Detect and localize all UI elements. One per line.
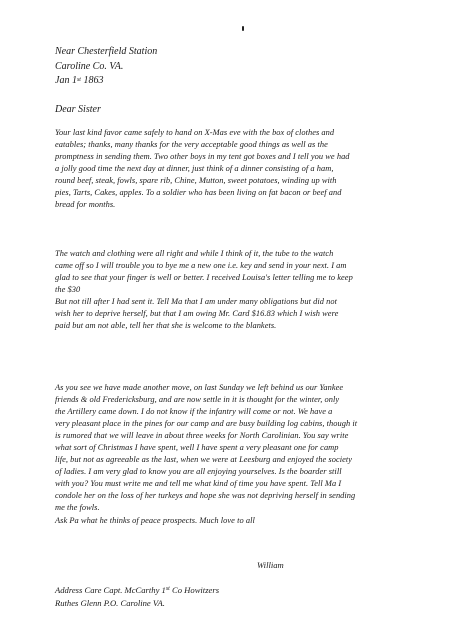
paragraph-line: life, but not as agreeable as the last, when we were at Leesburg and enjoyed the society	[55, 455, 353, 465]
address-line-1	[55, 584, 219, 597]
paragraph-line: what sort of Christmas I have spent, well I have spent a very pleasant one for camp	[55, 443, 339, 453]
header-date	[55, 74, 157, 89]
paragraph-line: condole her on the loss of her turkeys and hope she was not depriving herself in sending	[55, 491, 356, 501]
salutation: Dear Sister	[55, 104, 101, 115]
signature: William	[257, 560, 284, 570]
ink-speck	[242, 26, 244, 31]
paragraph-line: a jolly good time the next day at dinner, just think of a dinner consisting of a ham,	[55, 164, 334, 174]
paragraph-line: friends & old Fredericksburg, and are now settle in it is thought for the winter, only	[55, 395, 340, 405]
paragraph-line: round beef, steak, fowls, spare rib, Chine, Mutton, sweet potatoes, winding up with	[55, 176, 337, 186]
paragraph-1	[55, 127, 445, 211]
paragraph-line: eatables; thanks, many thanks for the very acceptable good things as well as the	[55, 140, 328, 150]
paragraph-line: the $30	[55, 285, 81, 295]
header-county: Caroline Co. VA.	[55, 60, 124, 72]
paragraph-line: paid but am not able, tell her that she is welcome to the blankets.	[55, 321, 277, 331]
paragraph-line: came off so I will trouble you to bye me a new one i.e. key and send in your next. I am	[55, 261, 347, 271]
letter-header	[55, 45, 157, 89]
paragraph-line: As you see we have made another move, on last Sunday we left behind us our Yankee	[55, 383, 344, 392]
header-date-post: 1863	[80, 75, 104, 86]
paragraph-line: is rumored that we will leave in about three weeks for North Carolinian. You say write	[55, 431, 349, 441]
paragraph-line: glad to see that your finger is well or better. I received Louisa's letter telling me to keep	[55, 273, 353, 283]
paragraph-line: me the fowls.	[55, 503, 100, 513]
paragraph-line: bread for months.	[55, 200, 116, 210]
header-place: Near Chesterfield Station	[55, 46, 158, 57]
address-line-2: Ruthes Glenn P.O. Caroline VA.	[55, 597, 165, 608]
paragraph-2	[55, 248, 445, 332]
paragraph-line: promptness in sending them. Two other boys in my tent got boxes and I tell you we had	[55, 152, 350, 162]
paragraph-line: Ask Pa what he thinks of peace prospects. Much love to all	[55, 515, 255, 525]
paragraph-line: the Artillery came down. I do not know if the infantry will come or not. We have a	[55, 407, 333, 417]
paragraph-line: of ladies. I am very glad to know you are all enjoying yourselves. Is the boarder still	[55, 467, 342, 477]
paragraph-line: pies, Tarts, Cakes, apples. To a soldier who has been living on fat bacon or beef and	[55, 188, 342, 198]
paragraph-line: The watch and clothing were all right and while I think of it, the tube to the watch	[55, 249, 334, 258]
paragraph-line: But not till after I had sent it. Tell Ma that I am under many obligations but did not	[55, 297, 337, 307]
paragraph-line: very pleasant place in the pines for our camp and are busy building log cabins, though it	[55, 419, 358, 429]
header-date-pre: Jan 1	[55, 75, 77, 86]
address-line-1-pre: Address Care Capt. McCarthy 1	[55, 585, 166, 595]
address-line-1-post: Co Howitzers	[169, 585, 220, 595]
header-date-sup: st	[76, 77, 81, 83]
paragraph-line: wish her to deprive herself, but that I am owing Mr. Card $16.83 which I wish were	[55, 309, 339, 319]
paragraph-line: with you? You must write me and tell me what kind of time you have spent. Tell Ma I	[55, 479, 342, 489]
paragraph-3	[55, 382, 445, 527]
return-address	[55, 584, 219, 609]
address-line-1-sup: st	[165, 586, 170, 592]
paragraph-line: Your last kind favor came safely to hand on X-Mas eve with the box of clothes and	[55, 128, 335, 137]
